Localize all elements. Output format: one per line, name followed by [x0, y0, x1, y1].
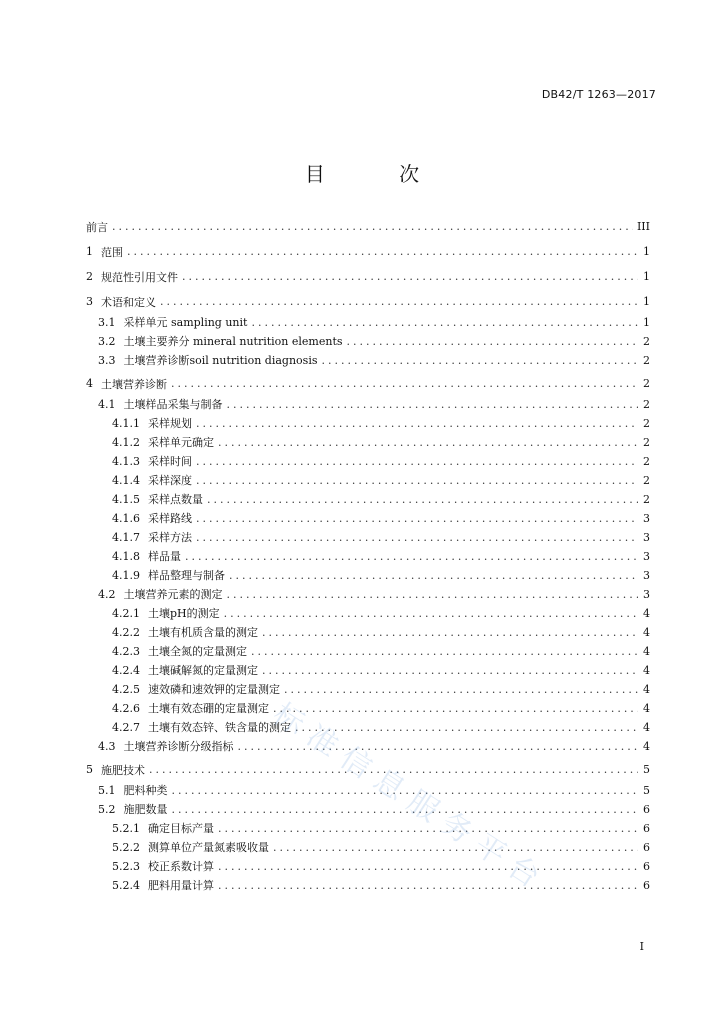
toc-entry-title: 样品整理与制备: [148, 569, 225, 582]
toc-leader-dots: [238, 740, 639, 753]
toc-leader-dots: [321, 354, 638, 367]
toc-leader-dots: [196, 512, 638, 525]
toc-entry-number: 3.1: [98, 316, 116, 329]
toc-leader-dots: [227, 398, 639, 411]
toc-entry-page: 1: [643, 270, 650, 283]
toc-entry-number: 3.2: [98, 335, 116, 348]
toc-entry-number: 5: [86, 763, 93, 776]
toc-entry[interactable]: [86, 434, 650, 453]
toc-entry-page: 2: [643, 436, 650, 449]
toc-leader-dots: [207, 493, 638, 506]
toc-entry[interactable]: [86, 510, 650, 529]
toc-entry-number: 1: [86, 245, 93, 258]
toc-entry-title: 采样规划: [148, 417, 192, 430]
toc-leader-dots: [284, 683, 638, 696]
toc-entry[interactable]: [86, 820, 650, 839]
toc-entry[interactable]: [86, 801, 650, 820]
toc-entry-title: 土壤有效态硼的定量测定: [148, 702, 269, 715]
toc-leader-dots: [172, 784, 639, 797]
toc-entry[interactable]: [86, 624, 650, 643]
toc-entry-number: 5.2.3: [112, 860, 140, 873]
toc-leader-dots: [149, 763, 638, 776]
toc-entry-page: 4: [643, 607, 650, 620]
toc-entry-title: 土壤营养诊断: [101, 377, 167, 391]
toc-entry-page: III: [636, 220, 650, 233]
toc-leader-dots: [262, 664, 638, 677]
toc-entry-page: 5: [643, 784, 650, 797]
toc-entry[interactable]: [86, 491, 650, 510]
toc-entry[interactable]: [86, 396, 650, 415]
toc-entry-title: 施肥数量: [123, 803, 168, 816]
toc-entry-number: 4.1.8: [112, 550, 140, 563]
toc-entry-number: 4.2.6: [112, 702, 140, 715]
toc-entry-title: 土壤全氮的定量测定: [148, 645, 247, 658]
toc-leader-dots: [196, 417, 638, 430]
toc-entry-title: 采样点数量: [148, 493, 203, 506]
toc-entry-number: 4: [86, 377, 93, 390]
toc-leader-dots: [347, 335, 638, 348]
toc-entry-page: 2: [643, 417, 650, 430]
toc-entry-page: 4: [643, 645, 650, 658]
toc-entry-page: 6: [643, 860, 650, 873]
toc-leader-dots: [262, 626, 638, 639]
toc-leader-dots: [112, 220, 633, 233]
toc-entry-page: 4: [643, 702, 650, 715]
page-number: I: [639, 940, 644, 953]
toc-entry[interactable]: [86, 681, 650, 700]
toc-entry-title: 采样方法: [148, 531, 192, 544]
toc-entry-title: 采样时间: [148, 455, 192, 468]
toc-leader-dots: [218, 879, 638, 892]
toc-entry-number: 4.2.4: [112, 664, 140, 677]
toc-entry-number: 4.2.1: [112, 607, 140, 620]
toc-entry-title: 土壤营养诊断soil nutrition diagnosis: [123, 354, 318, 367]
toc-leader-dots: [182, 270, 638, 283]
toc-entry-title: 土壤营养元素的测定: [123, 588, 223, 601]
toc-entry[interactable]: [86, 877, 650, 896]
toc-entry-number: 4.1.4: [112, 474, 140, 487]
toc-entry-title: 采样单元 sampling unit: [123, 316, 248, 329]
toc-entry-number: 5.2.4: [112, 879, 140, 892]
toc-entry-title: 样品量: [148, 550, 181, 563]
toc-leader-dots: [196, 531, 638, 544]
toc-entry-title: 前言: [86, 220, 108, 234]
toc-leader-dots: [218, 436, 638, 449]
document-code: DB42/T 1263—2017: [541, 88, 656, 101]
toc-entry-number: 3.3: [98, 354, 116, 367]
toc-leader-dots: [218, 822, 638, 835]
toc-entry-page: 6: [643, 822, 650, 835]
toc-entry-title: 土壤碱解氮的定量测定: [148, 664, 258, 677]
toc-entry-page: 3: [643, 550, 650, 563]
toc-entry-number: 4.2.2: [112, 626, 140, 639]
toc-entry[interactable]: [86, 289, 650, 314]
toc-entry[interactable]: [86, 782, 650, 801]
toc-leader-dots: [127, 245, 638, 258]
toc-entry[interactable]: [86, 239, 650, 264]
toc-entry-number: 5.2: [98, 803, 116, 816]
toc-entry-number: 4.2: [98, 588, 116, 601]
toc-leader-dots: [160, 295, 638, 308]
toc-entry-page: 2: [643, 335, 650, 348]
toc-entry-title: 采样单元确定: [148, 436, 214, 449]
toc-leader-dots: [224, 607, 638, 620]
table-of-contents: [86, 214, 650, 896]
toc-entry[interactable]: [86, 548, 650, 567]
toc-entry[interactable]: [86, 453, 650, 472]
toc-entry-number: 4.2.7: [112, 721, 140, 734]
toc-entry-number: 4.2.3: [112, 645, 140, 658]
toc-entry-page: 1: [643, 245, 650, 258]
toc-entry-page: 3: [643, 512, 650, 525]
toc-entry-page: 4: [643, 721, 650, 734]
toc-entry-page: 2: [643, 377, 650, 390]
toc-entry-page: 2: [643, 474, 650, 487]
toc-entry[interactable]: [86, 586, 650, 605]
toc-entry-page: 6: [643, 803, 650, 816]
toc-entry-page: 3: [643, 531, 650, 544]
toc-entry-title: 土壤有效态锌、铁含量的测定: [148, 721, 291, 734]
toc-entry-title: 土壤营养诊断分级指标: [123, 740, 234, 753]
page-title: 目 次: [304, 162, 454, 186]
toc-entry[interactable]: [86, 605, 650, 624]
toc-entry-title: 采样路线: [148, 512, 192, 525]
toc-leader-dots: [171, 377, 638, 390]
toc-entry-page: 4: [643, 683, 650, 696]
toc-entry-page: 6: [643, 879, 650, 892]
toc-entry-page: 4: [643, 626, 650, 639]
toc-entry[interactable]: [86, 643, 650, 662]
toc-entry[interactable]: [86, 567, 650, 586]
toc-entry-title: 肥料种类: [123, 784, 168, 797]
toc-leader-dots: [295, 721, 638, 734]
toc-entry[interactable]: [86, 719, 650, 738]
watermark: 标准信息服务平台: [266, 696, 555, 901]
toc-entry-title: 测算单位产量氮素吸收量: [148, 841, 269, 854]
toc-entry-number: 4.1.9: [112, 569, 140, 582]
toc-entry-number: 5.2.1: [112, 822, 140, 835]
toc-entry-number: 3: [86, 295, 93, 308]
toc-entry[interactable]: [86, 757, 650, 782]
toc-entry-page: 1: [643, 295, 650, 308]
toc-entry-title: 校正系数计算: [148, 860, 214, 873]
toc-entry[interactable]: [86, 264, 650, 289]
toc-leader-dots: [172, 803, 639, 816]
toc-entry-title: 土壤主要养分 mineral nutrition elements: [123, 335, 343, 348]
toc-entry-number: 2: [86, 270, 93, 283]
toc-entry-title: 采样深度: [148, 474, 192, 487]
toc-entry[interactable]: [86, 700, 650, 719]
toc-entry-page: 3: [643, 569, 650, 582]
toc-entry[interactable]: [86, 529, 650, 548]
toc-leader-dots: [273, 841, 638, 854]
toc-entry-page: 5: [643, 763, 650, 776]
toc-leader-dots: [185, 550, 638, 563]
toc-leader-dots: [251, 316, 638, 329]
toc-entry-title: 规范性引用文件: [101, 270, 178, 284]
toc-entry-page: 6: [643, 841, 650, 854]
toc-leader-dots: [251, 645, 638, 658]
toc-entry-number: 4.3: [98, 740, 116, 753]
toc-entry-number: 4.1.2: [112, 436, 140, 449]
toc-entry-title: 肥料用量计算: [148, 879, 214, 892]
toc-entry-title: 土壤有机质含量的测定: [148, 626, 258, 639]
toc-entry[interactable]: [86, 839, 650, 858]
toc-entry-title: 土壤样品采集与制备: [123, 398, 223, 411]
toc-entry-page: 2: [643, 455, 650, 468]
toc-entry[interactable]: [86, 662, 650, 681]
toc-entry-page: 2: [643, 354, 650, 367]
toc-entry-number: 4.1.6: [112, 512, 140, 525]
toc-entry-title: 施肥技术: [101, 763, 145, 777]
toc-entry-number: 4.1.5: [112, 493, 140, 506]
toc-leader-dots: [227, 588, 639, 601]
toc-entry-page: 1: [643, 316, 650, 329]
toc-entry[interactable]: [86, 415, 650, 434]
toc-leader-dots: [218, 860, 638, 873]
toc-entry[interactable]: [86, 333, 650, 352]
toc-entry[interactable]: [86, 214, 650, 239]
toc-entry-number: 4.1.3: [112, 455, 140, 468]
toc-leader-dots: [196, 455, 638, 468]
toc-entry-page: 2: [643, 493, 650, 506]
toc-entry-title: 范围: [101, 245, 123, 259]
toc-leader-dots: [196, 474, 638, 487]
toc-entry[interactable]: [86, 738, 650, 757]
toc-entry[interactable]: [86, 472, 650, 491]
toc-entry[interactable]: [86, 352, 650, 371]
toc-entry-page: 2: [643, 398, 650, 411]
toc-entry-title: 土壤pH的测定: [148, 607, 220, 620]
toc-entry-page: 4: [643, 664, 650, 677]
toc-entry[interactable]: [86, 371, 650, 396]
toc-entry-number: 4.1.1: [112, 417, 140, 430]
toc-entry-page: 4: [643, 740, 650, 753]
toc-entry-title: 术语和定义: [101, 295, 156, 309]
toc-entry[interactable]: [86, 858, 650, 877]
toc-entry-number: 5.2.2: [112, 841, 140, 854]
toc-entry[interactable]: [86, 314, 650, 333]
toc-entry-title: 速效磷和速效钾的定量测定: [148, 683, 280, 696]
toc-entry-page: 3: [643, 588, 650, 601]
toc-entry-number: 4.2.5: [112, 683, 140, 696]
toc-leader-dots: [273, 702, 638, 715]
toc-entry-number: 5.1: [98, 784, 116, 797]
toc-entry-title: 确定目标产量: [148, 822, 214, 835]
toc-entry-number: 4.1: [98, 398, 116, 411]
toc-entry-number: 4.1.7: [112, 531, 140, 544]
toc-leader-dots: [229, 569, 638, 582]
